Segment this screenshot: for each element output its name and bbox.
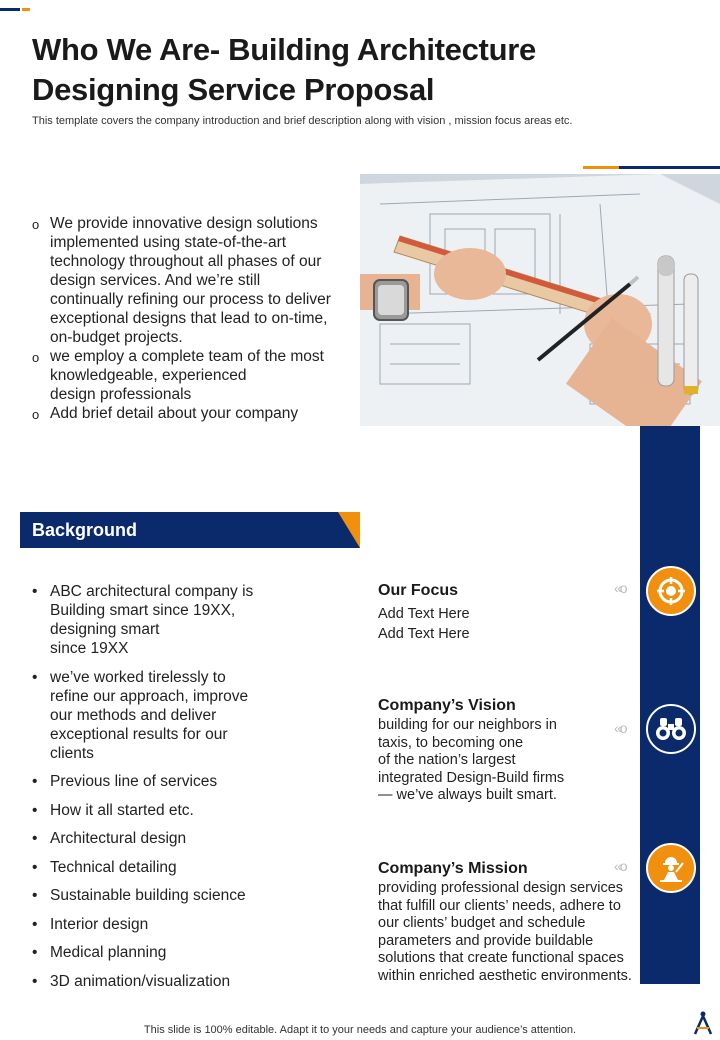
page-title: Who We Are- Building Architecture Designing Service Proposal: [32, 32, 536, 107]
accent-navy-segment: [0, 8, 20, 11]
intro-item-line: We provide innovative design solutions: [50, 215, 318, 232]
intro-item-line: continually refining our process to deliver: [50, 291, 331, 308]
background-item: [32, 886, 332, 905]
background-list: [32, 582, 332, 1000]
intro-item-line: Add brief detail about your company: [50, 405, 299, 422]
blueprint-photo: [360, 174, 720, 426]
focus-heading: Our Focus: [378, 582, 459, 599]
intro-item-line: on-budget projects.: [50, 329, 183, 346]
mission-text-line: parameters and provide buildable: [378, 932, 594, 949]
background-item-line: ABC architectural company is: [50, 583, 254, 600]
background-item-line: Architectural design: [50, 830, 187, 847]
vision-icon-circle: [646, 704, 696, 754]
background-item: [32, 972, 332, 991]
intro-item-line: exceptional designs that lead to on-time,: [50, 310, 328, 327]
banner-orange-corner: [338, 512, 360, 548]
bullet-marker: o: [32, 350, 40, 365]
vision-connector: «o: [614, 720, 626, 736]
background-item: [32, 801, 332, 820]
blueprint-illustration: [360, 174, 720, 426]
mission-text-line: our clients’ budget and schedule: [378, 915, 586, 931]
mission-connector: «o: [614, 858, 626, 874]
target-icon: [656, 576, 686, 606]
background-item: [32, 668, 262, 763]
background-item: [32, 772, 332, 791]
background-item-line: exceptional results for our: [50, 725, 228, 743]
bullet-marker: •: [32, 773, 38, 790]
mission-text-line: solutions that create functional spaces: [378, 950, 624, 966]
intro-item-line: technology throughout all phases of our: [50, 253, 322, 270]
bullet-marker: o: [32, 407, 40, 422]
background-item-line: our methods and deliver: [50, 706, 217, 724]
vision-text-line: taxis, to becoming one: [378, 734, 524, 751]
background-item-line: Building smart since 19XX,: [50, 602, 236, 619]
accent-orange-segment: [22, 8, 30, 11]
bullet-marker: •: [32, 583, 38, 600]
vision-text-line: — we’ve always built smart.: [378, 787, 557, 803]
bullet-marker: o: [32, 217, 40, 232]
background-item-line: Sustainable building science: [50, 887, 246, 904]
vision-section: [378, 697, 636, 805]
background-item: [32, 829, 332, 848]
bullet-marker: •: [32, 858, 38, 876]
intro-item: [32, 214, 350, 347]
photo-accent-navy: [619, 166, 720, 169]
intro-list: [32, 214, 350, 423]
bullet-marker: •: [32, 944, 38, 961]
binoculars-icon: [655, 716, 687, 742]
intro-item-line: design professionals: [50, 386, 192, 403]
mission-text-line: that fulfill our clients’ needs, adhere to: [378, 897, 621, 914]
mission-heading: Company’s Mission: [378, 860, 528, 877]
focus-icon-circle: [646, 566, 696, 616]
focus-connector: «o: [614, 580, 626, 596]
focus-section: [378, 582, 636, 644]
intro-item-line: design services. And we’re still: [50, 272, 261, 289]
intro-item: [32, 347, 350, 404]
background-banner: [20, 512, 360, 548]
background-item-line: we’ve worked tirelessly to: [50, 668, 226, 686]
intro-item-line: we employ a complete team of the most: [50, 348, 324, 365]
focus-text-line: Add Text Here: [378, 606, 470, 622]
intro-item: [32, 404, 350, 423]
worker-icon: [656, 853, 686, 883]
background-item-line: clients: [50, 744, 94, 762]
vision-heading: Company’s Vision: [378, 697, 516, 714]
background-item-line: Medical planning: [50, 944, 167, 961]
bullet-marker: •: [32, 830, 38, 847]
vision-text-line: of the nation’s largest: [378, 752, 516, 768]
background-item-line: Interior design: [50, 915, 149, 933]
bullet-marker: •: [32, 887, 38, 904]
compass-logo-icon: [690, 1010, 716, 1036]
background-item-line: designing smart: [50, 621, 160, 638]
intro-item-line: knowledgeable, experienced: [50, 367, 247, 384]
background-item: [32, 858, 332, 877]
bullet-marker: •: [32, 972, 38, 990]
background-item-line: refine our approach, improve: [50, 687, 249, 705]
background-item-line: How it all started etc.: [50, 801, 194, 819]
vision-text-line: building for our neighbors in: [378, 717, 557, 733]
bullet-marker: •: [32, 915, 38, 933]
vision-text: [378, 717, 636, 805]
background-heading: Background: [32, 520, 138, 540]
focus-text-line: Add Text Here: [378, 626, 470, 642]
background-item: [32, 943, 332, 962]
mission-section: [378, 860, 636, 985]
background-item: [32, 915, 332, 934]
background-item-line: Technical detailing: [50, 858, 177, 876]
vision-text-line: integrated Design-Build firms: [378, 769, 565, 786]
bullet-marker: •: [32, 668, 38, 686]
background-item: [32, 582, 262, 658]
mission-text: [378, 880, 636, 985]
photo-accent-orange: [583, 166, 619, 169]
footer-note: This slide is 100% editable. Adapt it to your needs and capture your audience’s attention.: [143, 1024, 577, 1036]
page-subtitle: This template covers the company introduction and brief description along with vision , mission focus areas etc.: [32, 115, 573, 127]
background-item-line: since 19XX: [50, 640, 129, 657]
mission-icon-circle: [646, 843, 696, 893]
mission-text-line: within enriched aesthetic environments.: [378, 967, 632, 984]
intro-item-line: implemented using state-of-the-art: [50, 234, 287, 251]
background-item-line: 3D animation/visualization: [50, 972, 231, 990]
focus-text: [378, 604, 636, 644]
mission-text-line: providing professional design services: [378, 880, 624, 896]
bullet-marker: •: [32, 801, 38, 819]
background-item-line: Previous line of services: [50, 773, 218, 790]
